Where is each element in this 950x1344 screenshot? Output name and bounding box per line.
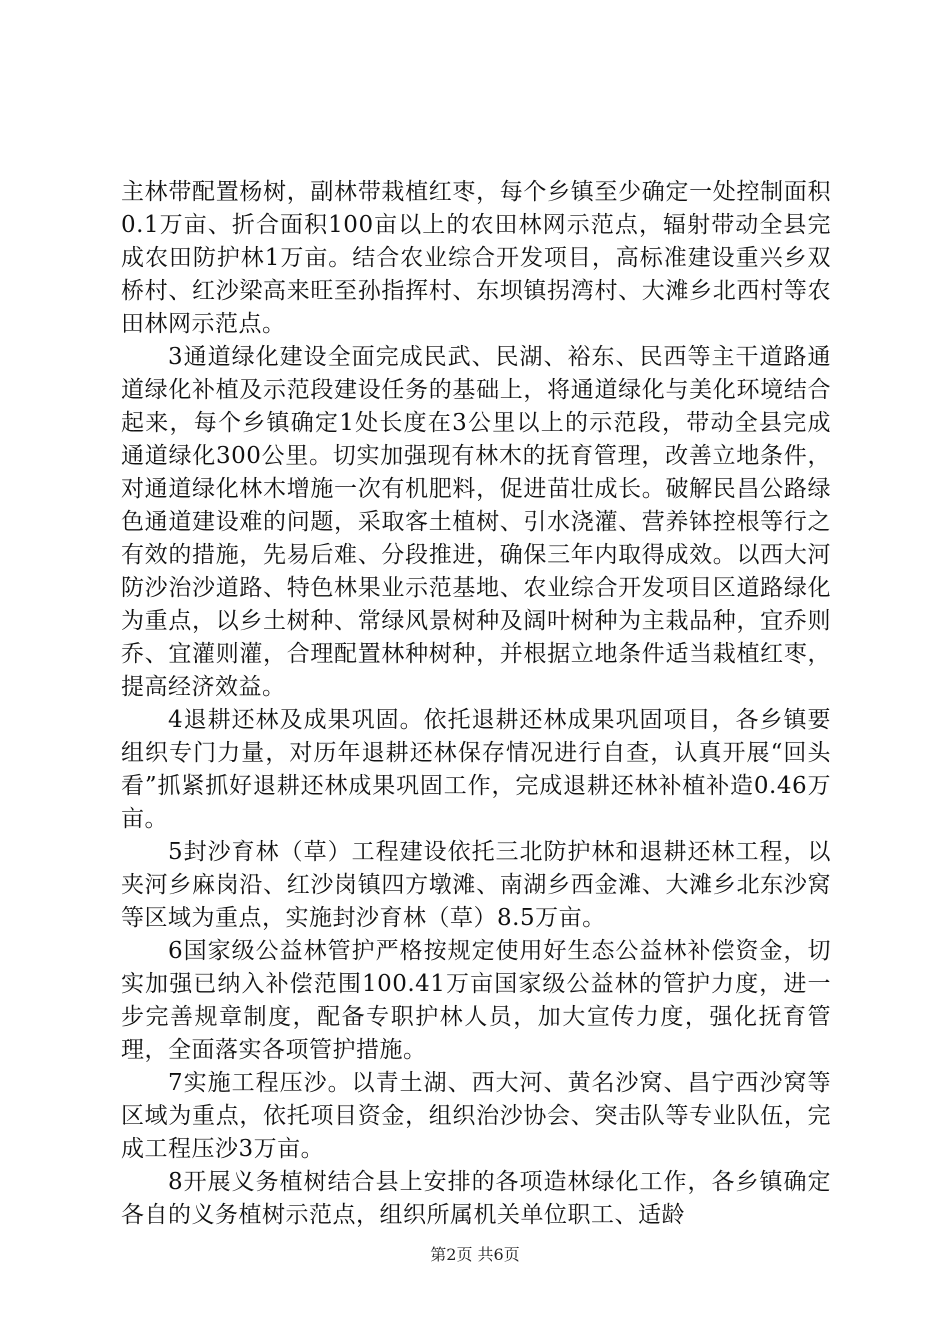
paragraph-public-forest: 6国家级公益林管护严格按规定使用好生态公益林补偿资金，切实加强已纳入补偿范围100.41万亩国家级公益林的管护力度，进一步完善规章制度，配备专职护林人员，加大宣传力度，强化抚育管理，全面落实各项管护措施。 xyxy=(121,938,831,1063)
page-number-footer: 第2页 共6页 xyxy=(430,1245,520,1264)
paragraph-sand-enclosure: 5封沙育林（草）工程建设依托三北防护林和退耕还林工程，以夹河乡麻岗沿、红沙岗镇四方墩滩、南湖乡西金滩、大滩乡北东沙窝等区域为重点，实施封沙育林（草）8.5万亩。 xyxy=(121,839,831,931)
document-body xyxy=(121,176,831,1232)
paragraph-farmland-shelterbelt: 主林带配置杨树，副林带栽植红枣，每个乡镇至少确定一处控制面积0.1万亩、折合面积100亩以上的农田林网示范点，辐射带动全县完成农田防护林1万亩。结合农业综合开发项目，高标准建设重兴乡双桥村、红沙梁高来旺至孙指挥村、东坝镇拐湾村、大滩乡北西村等农田林网示范点。 xyxy=(121,179,831,337)
paragraph-voluntary-planting: 8开展义务植树结合县上安排的各项造林绿化工作，各乡镇确定各自的义务植树示范点，组织所属机关单位职工、适龄 xyxy=(121,1169,831,1228)
paragraph-sand-pressing: 7实施工程压沙。以青土湖、西大河、黄名沙窝、昌宁西沙窝等区域为重点，依托项目资金，组织治沙协会、突击队等专业队伍，完成工程压沙3万亩。 xyxy=(121,1070,831,1162)
paragraph-road-greening: 3通道绿化建设全面完成民武、民湖、裕东、民西等主干道路通道绿化补植及示范段建设任务的基础上，将通道绿化与美化环境结合起来，每个乡镇确定1处长度在3公里以上的示范段，带动全县完成通道绿化300公里。切实加强现有林木的抚育管理，改善立地条件，对通道绿化林木增施一次有机肥料，促进苗壮成长。破解民昌公路绿色通道建设难的问题，采取客土植树、引水浇灌、营养钵控根等行之有效的措施，先易后难、分段推进，确保三年内取得成效。以西大河防沙治沙道路、特色林果业示范基地、农业综合开发项目区道路绿化为重点，以乡土树种、常绿风景树种及阔叶树种为主栽品种，宜乔则乔、宜灌则灌，合理配置林种树种，并根据立地条件适当栽植红枣，提高经济效益。 xyxy=(121,344,831,700)
paragraph-grain-for-green: 4退耕还林及成果巩固。依托退耕还林成果巩固项目，各乡镇要组织专门力量，对历年退耕还林保存情况进行自查，认真开展“回头看”抓紧抓好退耕还林成果巩固工作，完成退耕还林补植补造0.46万亩。 xyxy=(121,707,831,832)
